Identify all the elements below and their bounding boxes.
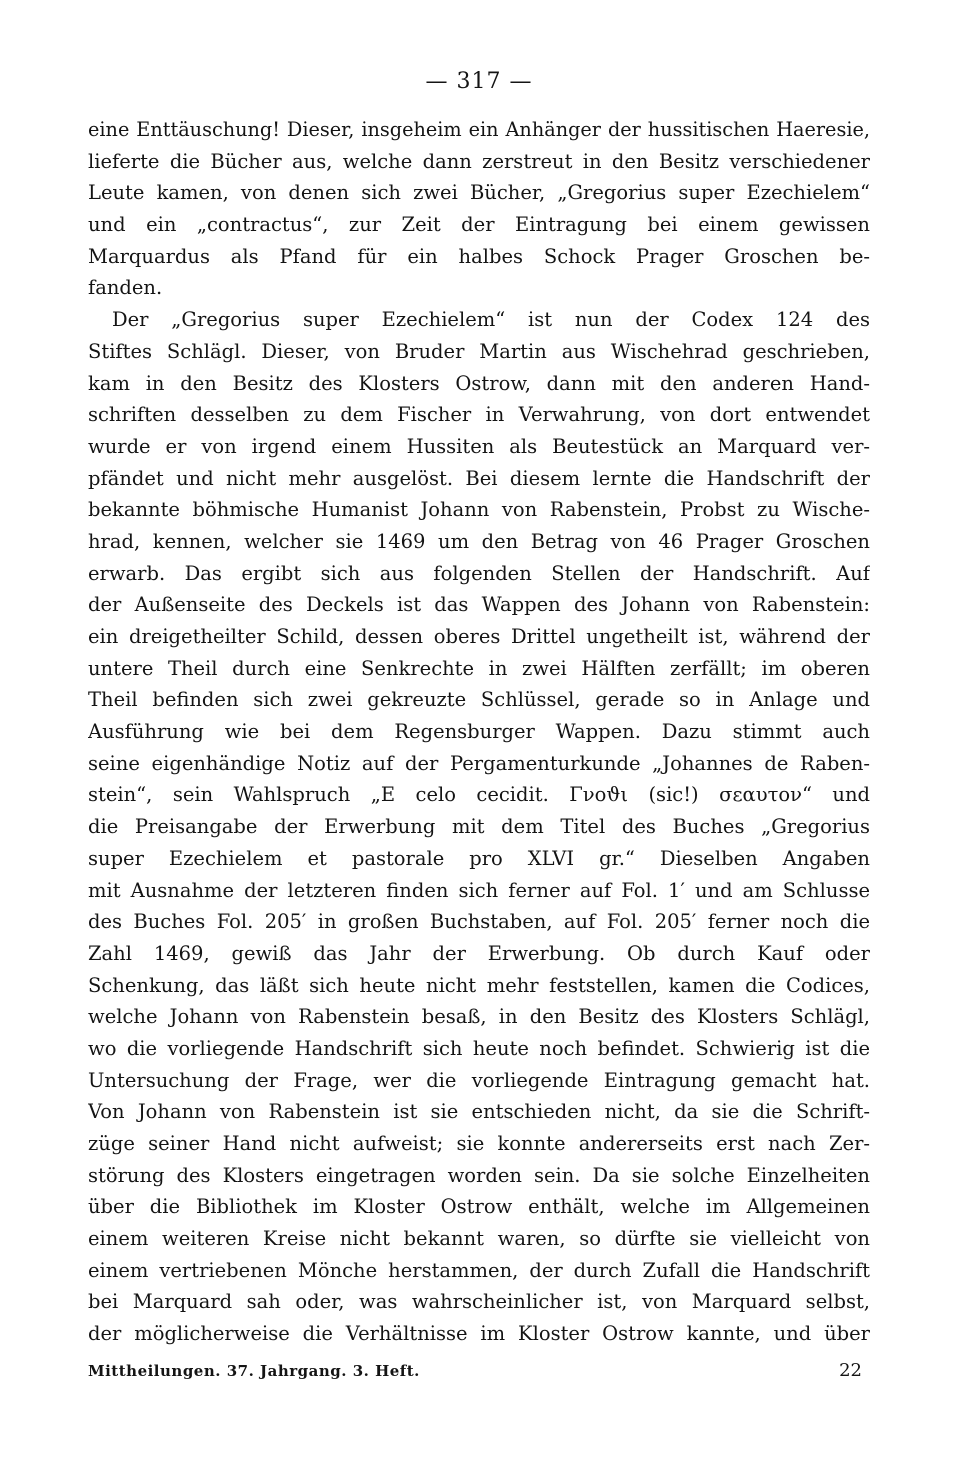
text-line: lieferte die Bücher aus, welche dann zerstreut in den Besitz verschiedener: [88, 149, 870, 173]
text-line: eine Enttäuschung! Dieser, insgeheim ein Anhänger der hussitischen Haeresie,: [88, 118, 870, 141]
text-line: schriften desselben zu dem Fischer in Verwahrung, von dort entwendet: [88, 403, 870, 427]
text-line: kam in den Besitz des Klosters Ostrow, dann mit den anderen Hand-: [88, 371, 870, 395]
text-line: hrad, kennen, welcher sie 1469 um den Betrag von 46 Prager Groschen: [88, 529, 870, 553]
text-line: Stiftes Schlägl. Dieser, von Bruder Martin aus Wischehrad geschrieben,: [88, 339, 870, 363]
text-line: wurde er von irgend einem Hussiten als Beutestück an Marquard ver-: [88, 434, 870, 458]
body-text: [88, 114, 870, 1350]
text-line: Schenkung, das läßt sich heute nicht mehr feststellen, kamen die Codices,: [88, 973, 870, 997]
text-line: seine eigenhändige Notiz auf der Pergamenturkunde „Johannes de Raben-: [88, 751, 870, 775]
text-line: super Ezechielem et pastorale pro XLVI gr.“ Dieselben Angaben: [88, 846, 870, 870]
text-line: einem vertriebenen Mönche herstammen, der durch Zufall die Handschrift: [88, 1258, 870, 1282]
document-page: [88, 60, 870, 1440]
text-line: des Buches Fol. 205′ in großen Buchstaben, auf Fol. 205′ ferner noch die: [88, 910, 870, 934]
text-line: einem weiteren Kreise nicht bekannt waren, so dürfte sie vielleicht von: [88, 1227, 870, 1251]
text-line: pfändet und nicht mehr ausgelöst. Bei diesem lernte die Handschrift der: [88, 466, 870, 490]
footer-signature: Mittheilungen. 37. Jahrgang. 3. Heft.: [88, 1362, 420, 1380]
text-line: störung des Klosters eingetragen worden sein. Da sie solche Einzelheiten: [88, 1163, 870, 1187]
text-line: fanden.: [88, 276, 163, 300]
page-footer: [88, 1355, 870, 1387]
text-line: mit Ausnahme der letzteren finden sich ferner auf Fol. 1′ und am Schlusse: [88, 878, 870, 902]
text-line: Untersuchung der Frage, wer die vorliegende Eintragung gemacht hat.: [88, 1068, 870, 1092]
text-line: Ausführung wie bei dem Regensburger Wappen. Dazu stimmt auch: [88, 720, 870, 744]
text-line: wo die vorliegende Handschrift sich heute noch befindet. Schwierig ist die: [88, 1036, 870, 1060]
text-line: Theil befinden sich zwei gekreuzte Schlüssel, gerade so in Anlage und: [88, 688, 870, 712]
text-line: und ein „contractus“, zur Zeit der Eintragung bei einem gewissen: [88, 213, 870, 237]
text-line: untere Theil durch eine Senkrechte in zwei Hälften zerfällt; im oberen: [88, 656, 870, 680]
text-line: bekannte böhmische Humanist Johann von Rabenstein, Probst zu Wische-: [88, 498, 870, 522]
text-line: Leute kamen, von denen sich zwei Bücher, „Gregorius super Ezechielem“: [88, 181, 870, 205]
text-line: erwarb. Das ergibt sich aus folgenden Stellen der Handschrift. Auf: [88, 561, 870, 585]
text-line: die Preisangabe der Erwerbung mit dem Titel des Buches „Gregorius: [88, 815, 870, 839]
text-line: über die Bibliothek im Kloster Ostrow enthält, welche im Allgemeinen: [88, 1195, 870, 1219]
text-line: Von Johann von Rabenstein ist sie entschieden nicht, da sie die Schrift-: [88, 1100, 870, 1124]
text-line: Der „Gregorius super Ezechielem“ ist nun der Codex 124 des: [112, 308, 870, 332]
text-line: stein“, sein Wahlspruch „E celo cecidit. Γνοϑι (sic!) σεαυτον“ und: [88, 783, 870, 807]
text-line: der Außenseite des Deckels ist das Wappen des Johann von Rabenstein:: [88, 593, 870, 617]
text-line: Marquardus als Pfand für ein halbes Schock Prager Groschen be-: [88, 244, 870, 268]
text-line: der möglicherweise die Verhältnisse im Kloster Ostrow kannte, und über: [88, 1322, 870, 1346]
text-line: bei Marquard sah oder, was wahrscheinlicher ist, von Marquard selbst,: [88, 1290, 870, 1314]
text-line: Zahl 1469, gewiß das Jahr der Erwerbung. Ob durch Kauf oder: [88, 941, 870, 965]
page-number: — 317 —: [425, 69, 533, 94]
footer-sheet-number: 22: [839, 1360, 862, 1381]
text-line: züge seiner Hand nicht aufweist; sie konnte andererseits erst nach Zer-: [88, 1132, 870, 1155]
text-line: welche Johann von Rabenstein besaß, in den Besitz des Klosters Schlägl,: [88, 1005, 870, 1029]
text-line: ein dreigetheilter Schild, dessen oberes Drittel ungetheilt ist, während der: [88, 625, 870, 648]
